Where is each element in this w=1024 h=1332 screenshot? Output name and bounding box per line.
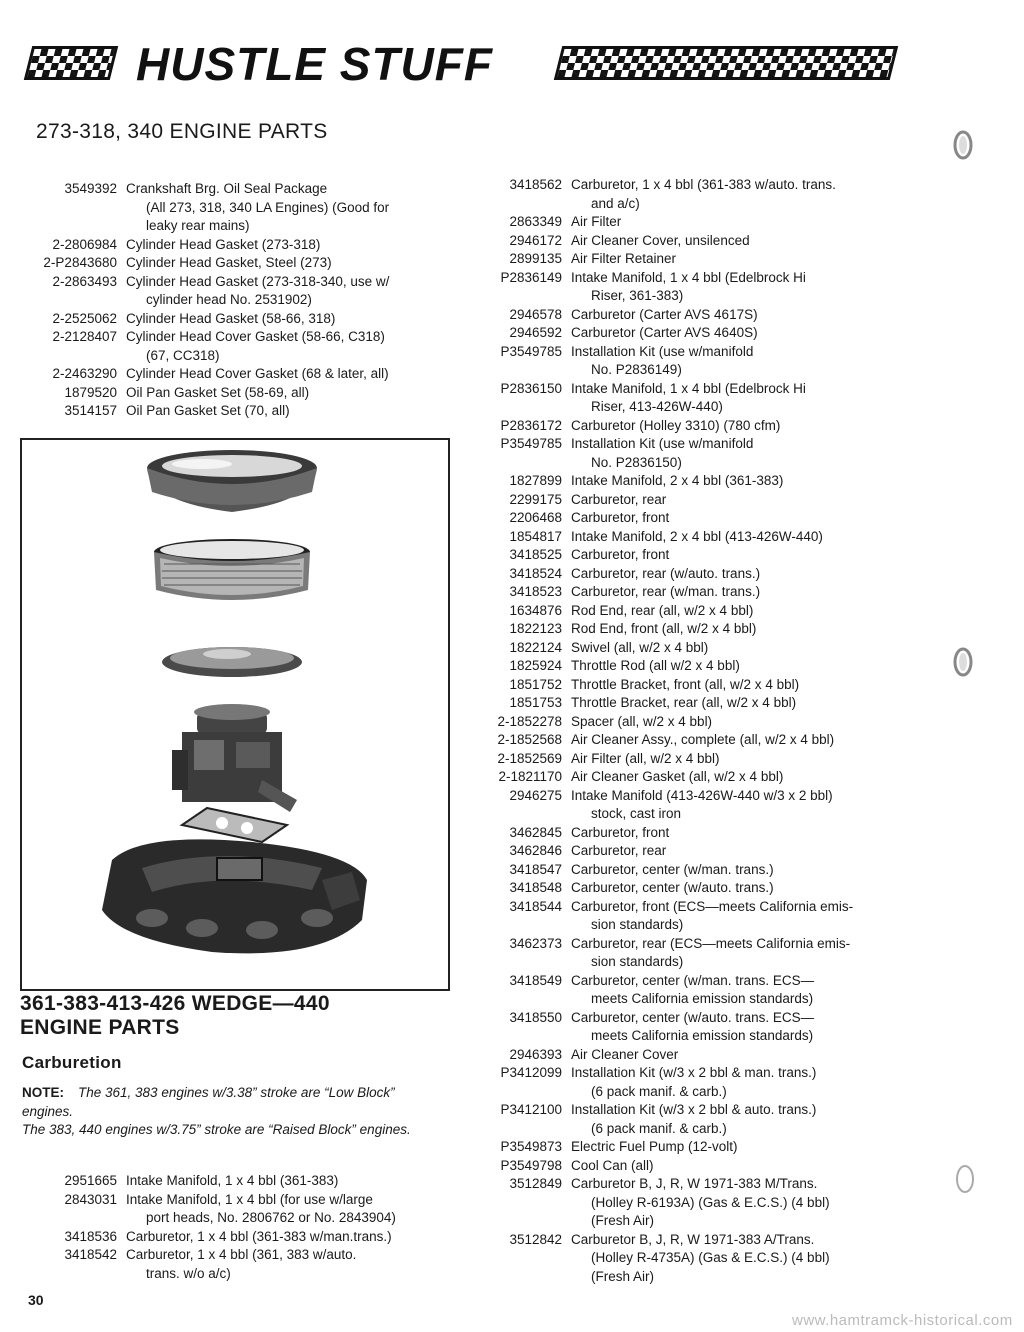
- part-description-line: Cylinder Head Gasket (273-318-340, use w/: [126, 273, 390, 289]
- part-description-line: Carburetor, front: [571, 547, 670, 562]
- part-description: [571, 324, 898, 343]
- part-description: [571, 380, 898, 417]
- part-description: [571, 768, 898, 787]
- part-description-line: (67, CC318): [146, 347, 220, 363]
- part-description-line: Carburetor B, J, R, W 1971-383 M/Trans.: [571, 1176, 818, 1191]
- part-row: [458, 491, 898, 510]
- part-description: [571, 657, 898, 676]
- part-description-line: Riser, 413-426W-440): [591, 399, 723, 414]
- part-description: [571, 176, 898, 213]
- part-number: 3418549: [509, 972, 562, 988]
- part-number: 1879520: [64, 384, 117, 400]
- part-row: [13, 1172, 453, 1191]
- part-description: [126, 1228, 453, 1247]
- part-description-line: Intake Manifold, 1 x 4 bbl (Edelbrock Hi: [571, 269, 806, 285]
- part-row: [458, 731, 898, 750]
- part-number: 3462373: [509, 935, 562, 951]
- part-description: [571, 972, 898, 1009]
- part-number: 3418547: [509, 861, 562, 877]
- part-description-line: Installation Kit (use w/manifold: [571, 436, 754, 451]
- part-description-line: (Holley R-6193A) (Gas & E.C.S.) (4 bbl): [591, 1194, 830, 1210]
- part-description: [571, 1157, 898, 1176]
- part-description-line: Installation Kit (w/3 x 2 bbl & auto. trans.): [571, 1102, 817, 1117]
- part-description-line: sion standards): [591, 917, 684, 932]
- part-row: [458, 1175, 898, 1231]
- part-row: [458, 269, 898, 306]
- part-description: [571, 602, 898, 621]
- part-number: P3549785: [500, 436, 562, 451]
- part-description-line: Carburetor, center (w/auto. trans.): [571, 880, 774, 895]
- part-description-line: Carburetor, front (ECS—meets California emis-: [571, 898, 854, 914]
- part-row: [458, 546, 898, 565]
- part-number: 3418523: [509, 584, 562, 599]
- part-number: 2946592: [509, 325, 562, 340]
- part-row: [458, 750, 898, 769]
- part-description-line: Carburetor, rear (w/auto. trans.): [571, 565, 761, 581]
- part-description-line: Riser, 361-383): [591, 288, 684, 303]
- part-row: [13, 384, 453, 403]
- part-description-line: Cool Can (all): [571, 1157, 654, 1173]
- part-number: 2946172: [509, 232, 562, 248]
- part-number: 2946393: [509, 1046, 562, 1062]
- part-row: [13, 273, 453, 310]
- part-description-line: Air Filter Retainer: [571, 251, 677, 266]
- part-description: [571, 1009, 898, 1046]
- part-description-line: Throttle Bracket, front (all, w/2 x 4 bbl): [571, 676, 800, 692]
- part-row: [458, 713, 898, 732]
- checkered-flag-right-icon: [554, 46, 898, 80]
- part-description: [571, 639, 898, 658]
- part-description-line: Air Filter: [571, 214, 622, 229]
- part-number: 1827899: [509, 473, 562, 488]
- parts-list-carburetion: [13, 1172, 453, 1283]
- part-number: P2836172: [500, 417, 562, 433]
- part-row: [458, 620, 898, 639]
- part-description-line: Carburetor, rear (ECS—meets California emis-: [571, 935, 851, 951]
- part-description-line: (Fresh Air): [591, 1268, 655, 1284]
- part-description-line: Air Cleaner Assy., complete (all, w/2 x 4 bbl): [571, 732, 835, 747]
- parts-list-right-column: [458, 176, 898, 1286]
- part-description-line: Air Cleaner Cover, unsilenced: [571, 232, 750, 248]
- part-description-line: Carburetor B, J, R, W 1971-383 A/Trans.: [571, 1231, 815, 1247]
- part-number: 2-1852278: [497, 713, 562, 729]
- part-description-line: Electric Fuel Pump (12-volt): [571, 1139, 738, 1154]
- part-description: [571, 935, 898, 972]
- part-row: [458, 787, 898, 824]
- part-row: [458, 213, 898, 232]
- part-description-line: leaky rear mains): [146, 218, 250, 233]
- part-number: 1854817: [509, 528, 562, 544]
- part-description-line: Carburetor, center (w/man. trans.): [571, 861, 774, 877]
- page-number: 30: [28, 1292, 44, 1308]
- part-number: P3549873: [500, 1139, 562, 1154]
- part-row: [13, 236, 453, 255]
- part-number: 3549392: [64, 181, 117, 196]
- part-row: [458, 639, 898, 658]
- part-number: 2206468: [509, 510, 562, 525]
- note-block: [22, 1084, 434, 1140]
- watermark: www.hamtramck-historical.com: [792, 1312, 1013, 1329]
- part-description: [571, 1138, 898, 1157]
- part-number: 1634876: [509, 602, 562, 618]
- part-description: [571, 861, 898, 880]
- part-description: [571, 306, 898, 325]
- part-row: [458, 1138, 898, 1157]
- part-number: P3412100: [500, 1102, 562, 1117]
- part-number: 2-2128407: [52, 329, 117, 344]
- part-number: 3418525: [509, 547, 562, 562]
- part-description: [571, 787, 898, 824]
- part-row: [458, 565, 898, 584]
- part-number: 1822123: [509, 621, 562, 636]
- part-number: 1825924: [509, 658, 562, 673]
- part-description-line: Carburetor, rear: [571, 491, 667, 507]
- part-description-line: Throttle Bracket, rear (all, w/2 x 4 bbl): [571, 695, 797, 710]
- part-row: [458, 842, 898, 861]
- part-row: [13, 402, 453, 421]
- binder-hole-icon: [950, 645, 976, 679]
- part-row: [458, 861, 898, 880]
- part-number: 2863349: [509, 214, 562, 229]
- part-description-line: Carburetor, front: [571, 824, 670, 840]
- part-description-line: No. P2836150): [591, 454, 682, 470]
- part-row: [458, 250, 898, 269]
- part-number: 2946275: [509, 787, 562, 803]
- part-row: [458, 879, 898, 898]
- part-description: [571, 343, 898, 380]
- part-row: [458, 602, 898, 621]
- part-description-line: Carburetor, 1 x 4 bbl (361-383 w/auto. trans.: [571, 177, 836, 192]
- part-number: 3418536: [64, 1228, 117, 1244]
- part-description: [571, 750, 898, 769]
- page-header: [22, 40, 882, 90]
- part-description: [571, 676, 898, 695]
- part-description: [571, 620, 898, 639]
- part-row: [458, 1157, 898, 1176]
- part-description-line: Carburetor, 1 x 4 bbl (361, 383 w/auto.: [126, 1247, 357, 1262]
- part-row: [458, 1101, 898, 1138]
- part-description-line: Cylinder Head Gasket (58-66, 318): [126, 310, 336, 326]
- part-description-line: Carburetor (Carter AVS 4617S): [571, 306, 758, 322]
- part-row: [13, 254, 453, 273]
- part-description: [571, 824, 898, 843]
- part-description-line: Throttle Rod (all w/2 x 4 bbl): [571, 658, 740, 673]
- part-number: 2-2863493: [52, 273, 117, 289]
- part-description-line: Swivel (all, w/2 x 4 bbl): [571, 639, 709, 655]
- part-description: [571, 842, 898, 861]
- part-row: [458, 232, 898, 251]
- part-description-line: Cylinder Head Cover Gasket (58-66, C318): [126, 329, 385, 344]
- part-number: 2-1821170: [498, 769, 562, 784]
- part-description: [571, 1046, 898, 1065]
- part-row: [13, 1191, 453, 1228]
- part-number: 2-1852568: [497, 732, 562, 747]
- part-row: [458, 972, 898, 1009]
- part-description-line: Carburetor (Holley 3310) (780 cfm): [571, 417, 781, 433]
- part-row: [458, 176, 898, 213]
- part-number: 1851753: [509, 695, 562, 710]
- part-description: [126, 1172, 453, 1191]
- part-description: [571, 417, 898, 436]
- part-description-line: Air Filter (all, w/2 x 4 bbl): [571, 750, 720, 766]
- part-description-line: Oil Pan Gasket Set (70, all): [126, 403, 290, 418]
- part-row: [458, 676, 898, 695]
- part-description-line: Intake Manifold, 1 x 4 bbl (for use w/large: [126, 1191, 373, 1207]
- part-number: 3418544: [509, 898, 562, 914]
- parts-list-273-318-340: [13, 180, 453, 421]
- part-description: [571, 232, 898, 251]
- part-description-line: and a/c): [591, 195, 640, 211]
- part-row: [458, 528, 898, 547]
- part-description: [571, 491, 898, 510]
- part-description-line: Intake Manifold, 1 x 4 bbl (Edelbrock Hi: [571, 380, 806, 396]
- part-row: [458, 935, 898, 972]
- part-description-line: (6 pack manif. & carb.): [591, 1120, 727, 1136]
- part-description-line: Air Cleaner Cover: [571, 1046, 679, 1062]
- part-number: P3549785: [500, 343, 562, 359]
- part-row: [458, 324, 898, 343]
- part-description-line: Rod End, rear (all, w/2 x 4 bbl): [571, 602, 754, 618]
- part-description-line: (6 pack manif. & carb.): [591, 1083, 727, 1099]
- part-number: 3418548: [509, 880, 562, 895]
- part-description: [571, 1231, 898, 1287]
- part-description: [126, 1246, 453, 1283]
- part-description: [571, 713, 898, 732]
- page-title: HUSTLE STUFF: [136, 38, 493, 90]
- part-row: [458, 824, 898, 843]
- part-description-line: Carburetor, front: [571, 510, 670, 525]
- part-row: [458, 435, 898, 472]
- part-number: P3412099: [500, 1065, 562, 1080]
- part-description-line: No. P2836149): [591, 362, 682, 377]
- part-number: 2-2463290: [52, 366, 117, 381]
- carburetion-heading: Carburetion: [22, 1053, 122, 1072]
- part-number: 2946578: [509, 306, 562, 322]
- part-description-line: Intake Manifold, 2 x 4 bbl (361-383): [571, 473, 784, 488]
- part-description: [571, 528, 898, 547]
- part-number: 1822124: [509, 639, 562, 655]
- part-row: [13, 1246, 453, 1283]
- part-description: [571, 509, 898, 528]
- part-description-line: Cylinder Head Gasket (273-318): [126, 236, 321, 252]
- part-row: [458, 768, 898, 787]
- part-description: [571, 879, 898, 898]
- note-text-2: The 383, 440 engines w/3.75” stroke are “Raised Block” engines.: [22, 1122, 411, 1137]
- part-row: [458, 1064, 898, 1101]
- part-number: 2843031: [64, 1191, 117, 1207]
- part-number: 2899135: [509, 251, 562, 266]
- part-description: [571, 565, 898, 584]
- part-description: [126, 384, 453, 403]
- part-description: [571, 1175, 898, 1231]
- part-description-line: trans. w/o a/c): [146, 1265, 231, 1281]
- part-number: 3462845: [509, 824, 562, 840]
- part-number: 3418550: [509, 1009, 562, 1025]
- part-number: 3418542: [64, 1247, 117, 1262]
- part-row: [13, 180, 453, 236]
- part-row: [458, 898, 898, 935]
- part-number: P3549798: [500, 1157, 562, 1173]
- part-number: 2-2806984: [52, 236, 117, 252]
- exploded-carburetor-illustration: [20, 438, 450, 991]
- part-description-line: Intake Manifold, 1 x 4 bbl (361-383): [126, 1173, 339, 1188]
- part-number: 2-P2843680: [43, 255, 117, 270]
- part-description-line: Cylinder Head Gasket, Steel (273): [126, 255, 332, 270]
- part-description: [571, 472, 898, 491]
- checkered-flag-left-icon: [24, 46, 118, 80]
- carburetor-assembly-icon: [22, 440, 448, 989]
- part-description: [126, 402, 453, 421]
- part-row: [13, 310, 453, 329]
- part-description-line: Carburetor, center (w/man. trans. ECS—: [571, 972, 815, 988]
- part-description: [571, 694, 898, 713]
- part-number: 3514157: [64, 403, 117, 418]
- part-description: [126, 1191, 453, 1228]
- part-description: [571, 898, 898, 935]
- part-row: [13, 1228, 453, 1247]
- part-description-line: (Holley R-4735A) (Gas & E.C.S.) (4 bbl): [591, 1250, 830, 1265]
- note-label: NOTE:: [22, 1085, 64, 1100]
- binder-hole-icon: [952, 1162, 978, 1196]
- part-number: 2-1852569: [497, 750, 562, 766]
- part-number: 3512849: [509, 1176, 562, 1191]
- part-number: 2951665: [64, 1173, 117, 1188]
- section-title-wedge-440: 361-383-413-426 WEDGE—440 ENGINE PARTS: [20, 992, 330, 1039]
- part-description: [571, 213, 898, 232]
- part-number: 3462846: [509, 843, 562, 858]
- part-description: [571, 269, 898, 306]
- part-row: [458, 1009, 898, 1046]
- part-row: [458, 1231, 898, 1287]
- part-description: [571, 1101, 898, 1138]
- part-description: [126, 310, 453, 329]
- part-description-line: Carburetor (Carter AVS 4640S): [571, 325, 758, 340]
- part-description: [126, 273, 453, 310]
- binder-hole-icon: [950, 128, 976, 162]
- part-description-line: (All 273, 318, 340 LA Engines) (Good for: [146, 199, 390, 215]
- part-row: [458, 417, 898, 436]
- part-number: P2836150: [500, 380, 562, 396]
- part-description-line: Rod End, front (all, w/2 x 4 bbl): [571, 621, 757, 636]
- part-row: [458, 583, 898, 602]
- part-description-line: stock, cast iron: [591, 806, 682, 821]
- part-row: [458, 509, 898, 528]
- part-row: [458, 472, 898, 491]
- part-description: [571, 435, 898, 472]
- part-description: [571, 583, 898, 602]
- part-description-line: sion standards): [591, 954, 684, 969]
- part-description: [126, 236, 453, 255]
- part-description-line: port heads, No. 2806762 or No. 2843904): [146, 1210, 396, 1225]
- part-number: P2836149: [500, 269, 562, 285]
- part-description-line: Carburetor, rear (w/man. trans.): [571, 584, 761, 599]
- part-description-line: Installation Kit (use w/manifold: [571, 343, 754, 359]
- part-number: 3418524: [509, 565, 562, 581]
- part-description-line: Carburetor, center (w/auto. trans. ECS—: [571, 1009, 815, 1025]
- part-description-line: Installation Kit (w/3 x 2 bbl & man. trans.): [571, 1065, 817, 1080]
- part-number: 1851752: [509, 676, 562, 692]
- part-row: [458, 380, 898, 417]
- section-title-273-318-340: 273-318, 340 ENGINE PARTS: [36, 120, 328, 143]
- part-description-line: Intake Manifold (413-426W-440 w/3 x 2 bbl): [571, 787, 833, 803]
- part-row: [13, 328, 453, 365]
- part-description-line: Cylinder Head Cover Gasket (68 & later, all): [126, 366, 389, 381]
- part-description-line: (Fresh Air): [591, 1213, 655, 1228]
- part-description: [571, 1064, 898, 1101]
- part-description: [126, 328, 453, 365]
- part-description-line: meets California emission standards): [591, 1028, 814, 1043]
- part-row: [458, 694, 898, 713]
- part-description: [571, 546, 898, 565]
- part-number: 3418562: [509, 177, 562, 192]
- part-number: 2-2525062: [52, 310, 117, 326]
- part-row: [13, 365, 453, 384]
- part-description-line: Crankshaft Brg. Oil Seal Package: [126, 181, 328, 196]
- part-description-line: Spacer (all, w/2 x 4 bbl): [571, 713, 713, 729]
- note-text-1: The 361, 383 engines w/3.38” stroke are “Low Block” engines.: [22, 1085, 395, 1119]
- part-description-line: Carburetor, 1 x 4 bbl (361-383 w/man.trans.): [126, 1228, 392, 1244]
- part-description: [571, 250, 898, 269]
- part-row: [458, 343, 898, 380]
- part-description-line: Carburetor, rear: [571, 843, 667, 858]
- part-row: [458, 306, 898, 325]
- part-number: 2299175: [509, 491, 562, 507]
- part-description-line: meets California emission standards): [591, 991, 814, 1006]
- part-description: [126, 254, 453, 273]
- part-description: [126, 365, 453, 384]
- part-description-line: Air Cleaner Gasket (all, w/2 x 4 bbl): [571, 769, 784, 784]
- part-row: [458, 657, 898, 676]
- part-description: [571, 731, 898, 750]
- part-description-line: cylinder head No. 2531902): [146, 292, 312, 307]
- part-description: [126, 180, 453, 236]
- part-description-line: Oil Pan Gasket Set (58-69, all): [126, 384, 310, 400]
- part-number: 3512842: [509, 1231, 562, 1247]
- part-description-line: Intake Manifold, 2 x 4 bbl (413-426W-440): [571, 528, 823, 544]
- part-row: [458, 1046, 898, 1065]
